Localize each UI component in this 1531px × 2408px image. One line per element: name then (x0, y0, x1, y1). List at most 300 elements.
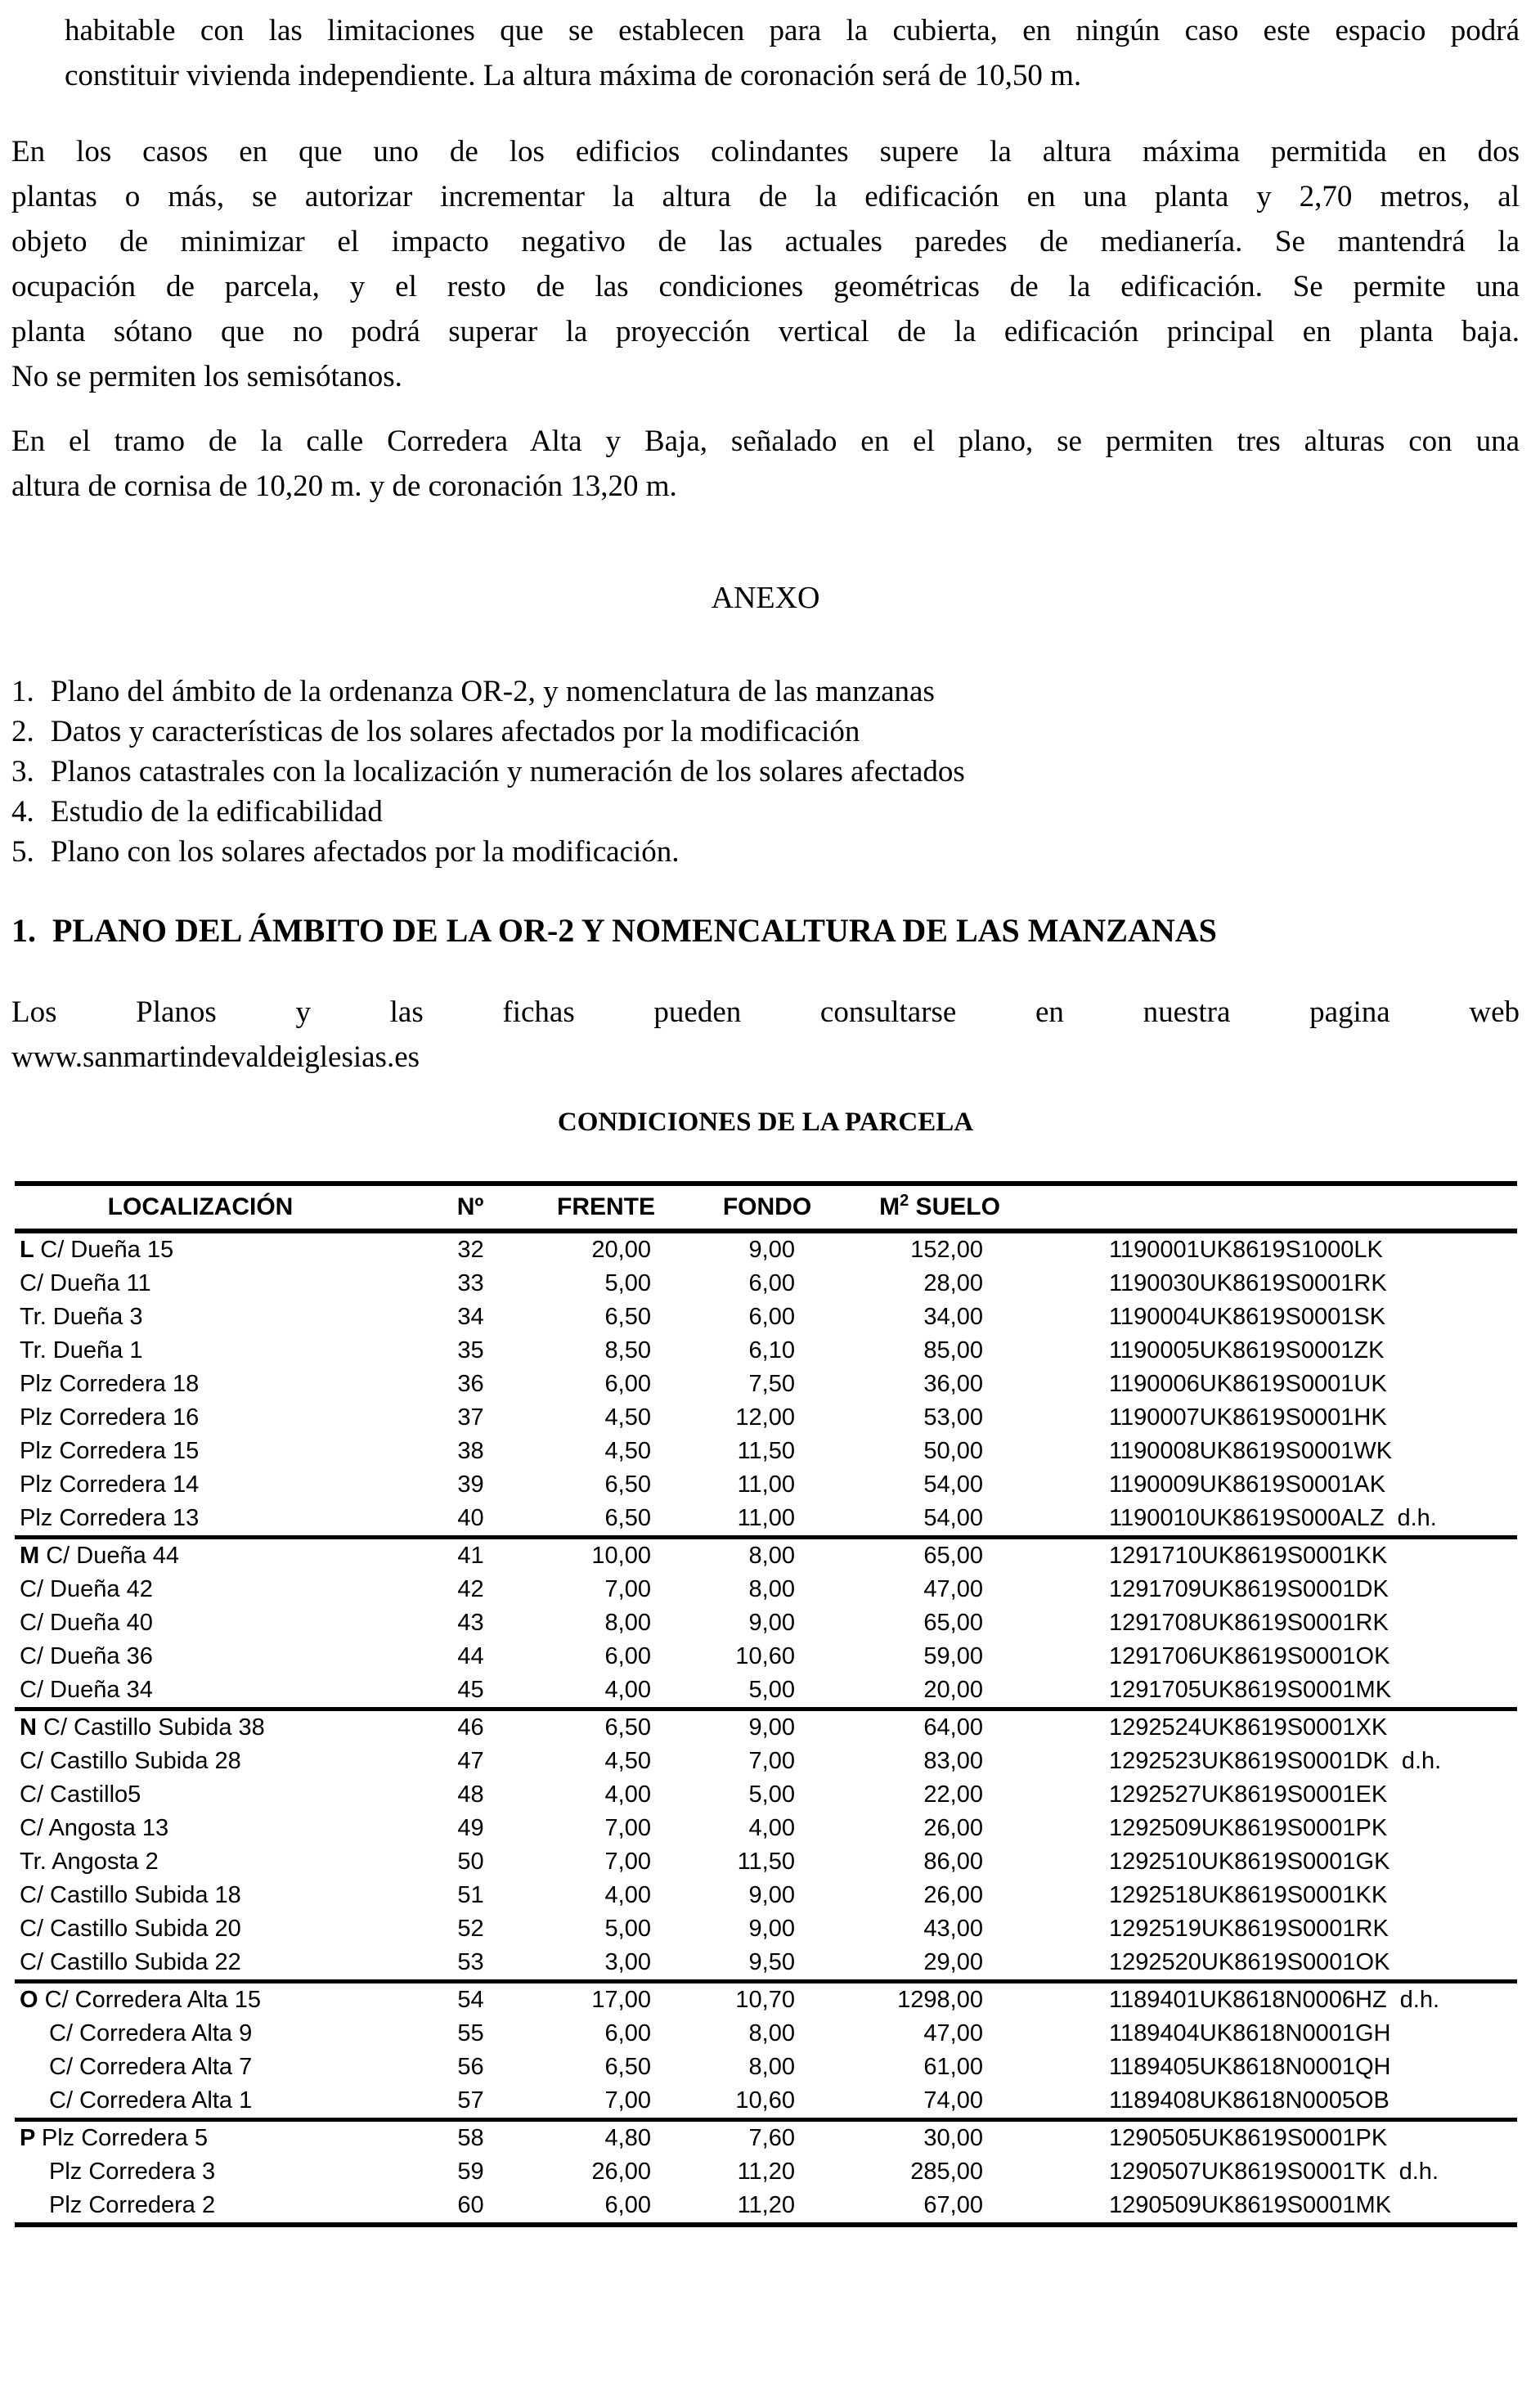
cell-numero: 38 (457, 1438, 484, 1464)
paragraph-line: constituir vivienda independiente. La altura máxima de coronación será de 10,50 m. (65, 59, 1082, 92)
cell-suelo: 22,00 (923, 1781, 983, 1808)
cell-fondo: 5,00 (748, 1677, 795, 1703)
ref-catastral: 1189404UK8618N0001GH (1109, 2020, 1391, 2046)
web-paragraph (11, 990, 1520, 1080)
cell-fondo: 8,00 (748, 1543, 795, 1569)
ref-catastral: 1190009UK8619S0001AK (1109, 1471, 1386, 1498)
cell-localizacion (15, 1781, 411, 1808)
table-section-m (15, 1535, 1517, 1707)
street-name: C/ Dueña 40 (20, 1610, 153, 1636)
cell-frente: 6,50 (604, 2054, 651, 2080)
item-text: Plano del ámbito de la ordenanza OR-2, y nomenclatura de las manzanas (51, 675, 935, 708)
header-localizacion: LOCALIZACIÓN (107, 1193, 294, 1220)
cell-fondo: 11,50 (737, 1849, 795, 1875)
street-name: Plz Corredera 5 (41, 2125, 208, 2151)
parcel-table-body (15, 1233, 1517, 2222)
section-heading (11, 908, 1520, 953)
cell-frente: 7,00 (604, 1576, 651, 1602)
cell-frente: 8,50 (604, 1337, 651, 1363)
heading-number: 1. (11, 912, 36, 949)
section-letter: L (20, 1237, 41, 1263)
cell-suelo: 54,00 (923, 1505, 983, 1531)
cell-localizacion (15, 1371, 411, 1398)
paragraph (11, 419, 1520, 509)
ref-catastral: 1290507UK8619S0001TK (1109, 2159, 1386, 2185)
cell-numero: 57 (457, 2087, 484, 2114)
cell-numero: 42 (457, 1576, 484, 1602)
item-number: 5. (11, 835, 34, 869)
cell-frente: 6,50 (604, 1505, 651, 1531)
ref-catastral: 1291709UK8619S0001DK (1109, 1576, 1389, 1602)
cell-numero: 33 (457, 1270, 484, 1296)
street-name: C/ Corredera Alta 7 (49, 2054, 253, 2080)
cell-localizacion (15, 2020, 411, 2047)
ref-catastral: 1292523UK8619S0001DK (1109, 1748, 1389, 1774)
cell-numero: 39 (457, 1471, 484, 1498)
cell-numero: 59 (457, 2159, 484, 2185)
street-name: Plz Corredera 16 (20, 1404, 200, 1431)
cell-frente: 6,00 (604, 2192, 651, 2218)
cell-fondo: 9,00 (748, 1610, 795, 1636)
cell-frente: 4,50 (604, 1404, 651, 1431)
cell-frente: 6,00 (604, 1371, 651, 1397)
cell-ref-catastral (993, 2020, 1517, 2047)
cell-frente: 7,00 (604, 1849, 651, 1875)
table-row (15, 2084, 1517, 2118)
dh-flag: d.h. (1401, 1748, 1442, 1774)
cell-fondo: 11,20 (737, 2159, 795, 2185)
cell-fondo: 7,60 (748, 2125, 795, 2151)
ref-catastral: 1291705UK8619S0001MK (1109, 1677, 1392, 1703)
table-title: CONDICIONES DE LA PARCELA (557, 1107, 974, 1137)
cell-localizacion (15, 1815, 411, 1842)
cell-localizacion (15, 1882, 411, 1909)
ref-catastral: 1190007UK8619S0001HK (1109, 1404, 1387, 1431)
cell-fondo: 8,00 (748, 1576, 795, 1602)
cell-localizacion (15, 1404, 411, 1431)
header-frente: FRENTE (557, 1193, 655, 1220)
section-letter: N (20, 1714, 43, 1741)
cell-frente: 3,00 (604, 1949, 651, 1975)
cell-numero: 53 (457, 1949, 484, 1975)
cell-localizacion (15, 2125, 411, 2152)
cell-numero: 48 (457, 1781, 484, 1808)
paragraph-line: planta sótano que no podrá superar la proyección vertical de la edificación principal en planta baja. (11, 315, 1520, 348)
cell-suelo: 26,00 (923, 1882, 983, 1908)
cell-localizacion (15, 2159, 411, 2186)
cell-suelo: 59,00 (923, 1643, 983, 1669)
cell-ref-catastral (993, 2159, 1517, 2186)
cell-fondo: 6,00 (748, 1270, 795, 1296)
cell-fondo: 7,50 (748, 1371, 795, 1397)
street-name: Tr. Angosta 2 (20, 1849, 159, 1875)
cell-localizacion (15, 1643, 411, 1670)
cell-numero: 49 (457, 1815, 484, 1841)
cell-fondo: 8,00 (748, 2020, 795, 2046)
cell-ref-catastral (993, 1849, 1517, 1876)
table-row (15, 2189, 1517, 2222)
cell-suelo: 1298,00 (897, 1987, 983, 2013)
ref-catastral: 1291706UK8619S0001OK (1109, 1643, 1390, 1669)
ref-catastral: 1291710UK8619S0001KK (1109, 1543, 1388, 1569)
cell-numero: 46 (457, 1714, 484, 1741)
cell-suelo: 86,00 (923, 1849, 983, 1875)
cell-suelo: 152,00 (910, 1237, 983, 1263)
cell-frente: 5,00 (604, 1270, 651, 1296)
cell-suelo: 50,00 (923, 1438, 983, 1464)
cell-suelo: 47,00 (923, 1576, 983, 1602)
table-row (15, 1435, 1517, 1468)
ref-catastral: 1290505UK8619S0001PK (1109, 2125, 1388, 2151)
cell-fondo: 11,20 (737, 2192, 795, 2218)
street-name: Plz Corredera 14 (20, 1471, 200, 1498)
table-row (15, 1502, 1517, 1535)
table-row (15, 2017, 1517, 2051)
cell-frente: 6,50 (604, 1304, 651, 1330)
table-row (15, 1606, 1517, 1640)
cell-frente: 8,00 (604, 1610, 651, 1636)
street-name: Plz Corredera 15 (20, 1438, 200, 1464)
cell-localizacion (15, 1576, 411, 1603)
cell-numero: 52 (457, 1916, 484, 1942)
cell-ref-catastral (993, 2192, 1517, 2219)
cell-ref-catastral (993, 1748, 1517, 1775)
item-number: 1. (11, 675, 34, 708)
table-row (15, 1334, 1517, 1368)
cell-frente: 4,50 (604, 1438, 651, 1464)
cell-localizacion (15, 1304, 411, 1331)
table-row (15, 1233, 1517, 1267)
table-row (15, 1912, 1517, 1946)
cell-localizacion (15, 1438, 411, 1465)
cell-localizacion (15, 1748, 411, 1775)
cell-ref-catastral (993, 1781, 1517, 1808)
street-name: C/ Dueña 36 (20, 1643, 153, 1669)
cell-ref-catastral (993, 2087, 1517, 2114)
cell-suelo: 43,00 (923, 1916, 983, 1942)
cell-ref-catastral (993, 1949, 1517, 1976)
street-name: C/ Castillo Subida 22 (20, 1949, 241, 1975)
section-letter: P (20, 2125, 42, 2151)
cell-frente: 4,00 (604, 1677, 651, 1703)
cell-localizacion (15, 2054, 411, 2081)
cell-ref-catastral (993, 1371, 1517, 1398)
cell-numero: 58 (457, 2125, 484, 2151)
paragraph-line: altura de cornisa de 10,20 m. y de coronación 13,20 m. (11, 469, 677, 503)
cell-ref-catastral (993, 1505, 1517, 1532)
cell-suelo: 30,00 (923, 2125, 983, 2151)
table-row (15, 1640, 1517, 1673)
cell-ref-catastral (993, 1337, 1517, 1364)
cell-numero: 50 (457, 1849, 484, 1875)
dh-flag: d.h. (1397, 1505, 1437, 1531)
street-name: Plz Corredera 3 (49, 2159, 216, 2185)
street-name: Plz Corredera 18 (20, 1371, 200, 1397)
cell-ref-catastral (993, 1304, 1517, 1331)
ref-catastral: 1190004UK8619S0001SK (1109, 1304, 1386, 1330)
ref-catastral: 1292510UK8619S0001GK (1109, 1849, 1390, 1875)
cell-frente: 5,00 (604, 1916, 651, 1942)
cell-numero: 45 (457, 1677, 484, 1703)
table-row (15, 1946, 1517, 1979)
ref-catastral: 1190006UK8619S0001UK (1109, 1371, 1387, 1397)
cell-frente: 20,00 (591, 1237, 651, 1263)
cell-fondo: 4,00 (748, 1815, 795, 1841)
anexo-list (11, 672, 1520, 872)
ref-catastral: 1292520UK8619S0001OK (1109, 1949, 1390, 1975)
cell-numero: 35 (457, 1337, 484, 1363)
ref-catastral: 1190001UK8619S1000LK (1109, 1237, 1383, 1263)
street-name: C/ Angosta 13 (20, 1815, 169, 1841)
cell-numero: 40 (457, 1505, 484, 1531)
cell-frente: 6,00 (604, 1643, 651, 1669)
cell-suelo: 61,00 (923, 2054, 983, 2080)
cell-frente: 6,00 (604, 2020, 651, 2046)
anexo-title: ANEXO (711, 581, 820, 615)
paragraph-line: En el tramo de la calle Corredera Alta y Baja, señalado en el plano, se permiten tres alturas con una (11, 425, 1520, 458)
cell-frente: 4,00 (604, 1781, 651, 1808)
cell-fondo: 12,00 (735, 1404, 795, 1431)
cell-suelo: 26,00 (923, 1815, 983, 1841)
cell-numero: 44 (457, 1643, 484, 1669)
list-item (11, 832, 1520, 872)
cell-frente: 4,50 (604, 1748, 651, 1774)
cell-ref-catastral (993, 1270, 1517, 1297)
item-text: Planos catastrales con la localización y numeración de los solares afectados (51, 755, 965, 788)
paragraph (65, 8, 1520, 98)
street-name: C/ Dueña 42 (20, 1576, 153, 1602)
cell-fondo: 8,00 (748, 2054, 795, 2080)
street-name: C/ Castillo Subida 18 (20, 1882, 241, 1908)
cell-suelo: 54,00 (923, 1471, 983, 1498)
table-header-row (15, 1186, 1517, 1233)
list-item (11, 752, 1520, 792)
cell-suelo: 74,00 (923, 2087, 983, 2114)
item-text: Plano con los solares afectados por la modificación. (51, 835, 680, 869)
cell-suelo: 65,00 (923, 1543, 983, 1569)
table-row (15, 2051, 1517, 2084)
cell-frente: 6,50 (604, 1714, 651, 1741)
street-name: C/ Dueña 44 (46, 1543, 180, 1569)
cell-frente: 26,00 (591, 2159, 651, 2185)
paragraph (11, 129, 1520, 399)
cell-frente: 4,00 (604, 1882, 651, 1908)
cell-localizacion (15, 1505, 411, 1532)
ref-catastral: 1291708UK8619S0001RK (1109, 1610, 1389, 1636)
table-section-p (15, 2118, 1517, 2222)
table-row (15, 1401, 1517, 1435)
cell-suelo: 64,00 (923, 1714, 983, 1741)
table-row (15, 1573, 1517, 1606)
paragraph-line: plantas o más, se autorizar incrementar la altura de la edificación en una planta y 2,70 metros, al (11, 180, 1520, 213)
cell-ref-catastral (993, 2054, 1517, 2081)
cell-localizacion (15, 2087, 411, 2114)
list-item (11, 712, 1520, 752)
cell-numero: 32 (457, 1237, 484, 1263)
table-section-l (15, 1233, 1517, 1535)
paragraph-line: habitable con las limitaciones que se establecen para la cubierta, en ningún caso este espacio podrá (65, 14, 1520, 47)
paragraph-line: objeto de minimizar el impacto negativo de las actuales paredes de medianería. Se mantendrá la (11, 225, 1520, 258)
cell-ref-catastral (993, 2125, 1517, 2152)
street-name: C/ Corredera Alta 1 (49, 2087, 253, 2114)
street-name: C/ Castillo5 (20, 1781, 141, 1808)
table-row (15, 1301, 1517, 1334)
web-sentence: Los Planos y las fichas pueden consultarse en nuestra pagina web (11, 995, 1520, 1029)
ref-catastral: 1190005UK8619S0001ZK (1109, 1337, 1385, 1363)
cell-ref-catastral (993, 1576, 1517, 1603)
cell-localizacion (15, 1471, 411, 1498)
item-number: 3. (11, 755, 34, 788)
paragraph-line: ocupación de parcela, y el resto de las condiciones geométricas de la edificación. Se permite una (11, 270, 1520, 303)
table-row (15, 1368, 1517, 1401)
ref-catastral: 1292519UK8619S0001RK (1109, 1916, 1389, 1942)
section-letter: M (20, 1543, 47, 1569)
item-number: 4. (11, 795, 34, 829)
cell-localizacion (15, 1987, 411, 2014)
ref-catastral: 1292527UK8619S0001EK (1109, 1781, 1388, 1808)
cell-ref-catastral (993, 1404, 1517, 1431)
cell-frente: 4,80 (604, 2125, 651, 2151)
ref-catastral: 1292524UK8619S0001XK (1109, 1714, 1388, 1741)
cell-fondo: 11,00 (737, 1505, 795, 1531)
table-row (15, 2155, 1517, 2189)
cell-localizacion (15, 1916, 411, 1943)
cell-fondo: 6,10 (748, 1337, 795, 1363)
table-row (15, 1267, 1517, 1301)
cell-ref-catastral (993, 1916, 1517, 1943)
cell-localizacion (15, 1677, 411, 1704)
item-number: 2. (11, 715, 34, 748)
body-paragraphs (11, 8, 1520, 509)
cell-ref-catastral (993, 1543, 1517, 1570)
table-row (15, 2122, 1517, 2155)
ref-catastral: 1190030UK8619S0001RK (1109, 1270, 1387, 1296)
cell-suelo: 20,00 (923, 1677, 983, 1703)
dh-flag: d.h. (1399, 2159, 1439, 2185)
cell-fondo: 11,50 (737, 1438, 795, 1464)
cell-fondo: 5,00 (748, 1781, 795, 1808)
cell-suelo: 29,00 (923, 1949, 983, 1975)
cell-ref-catastral (993, 1237, 1517, 1264)
cell-suelo: 34,00 (923, 1304, 983, 1330)
street-name: C/ Corredera Alta 15 (44, 1987, 261, 2013)
cell-frente: 17,00 (591, 1987, 651, 2013)
cell-numero: 55 (457, 2020, 484, 2046)
cell-fondo: 9,50 (748, 1949, 795, 1975)
cell-localizacion (15, 1237, 411, 1264)
cell-numero: 60 (457, 2192, 484, 2218)
table-row (15, 1778, 1517, 1812)
cell-numero: 41 (457, 1543, 484, 1569)
ref-catastral: 1189401UK8618N0006HZ (1109, 1987, 1387, 2013)
cell-suelo: 53,00 (923, 1404, 983, 1431)
cell-suelo: 83,00 (923, 1748, 983, 1774)
list-item (11, 672, 1520, 712)
cell-fondo: 9,00 (748, 1237, 795, 1263)
ref-catastral: 1189408UK8618N0005OB (1109, 2087, 1390, 2114)
table-row (15, 1983, 1517, 2017)
street-name: C/ Castillo Subida 20 (20, 1916, 241, 1942)
street-name: Tr. Dueña 3 (20, 1304, 143, 1330)
table-row (15, 1711, 1517, 1745)
cell-fondo: 10,70 (735, 1987, 795, 2013)
cell-ref-catastral (993, 1643, 1517, 1670)
header-m2-suelo: $M^2$ SUELO (879, 1192, 1000, 1220)
cell-localizacion (15, 1610, 411, 1637)
cell-fondo: 10,60 (735, 1643, 795, 1669)
paragraph-line: No se permiten los semisótanos. (11, 360, 402, 393)
table-row (15, 1673, 1517, 1707)
cell-frente: 6,50 (604, 1471, 651, 1498)
cell-ref-catastral (993, 1714, 1517, 1741)
cell-ref-catastral (993, 1438, 1517, 1465)
table-row (15, 1879, 1517, 1912)
street-name: Plz Corredera 13 (20, 1505, 200, 1531)
street-name: Tr. Dueña 1 (20, 1337, 143, 1363)
cell-suelo: 36,00 (923, 1371, 983, 1397)
ref-catastral: 1190010UK8619S000ALZ (1109, 1505, 1385, 1531)
cell-ref-catastral (993, 1610, 1517, 1637)
ref-catastral: 1292518UK8619S0001KK (1109, 1882, 1388, 1908)
cell-frente: 7,00 (604, 1815, 651, 1841)
street-name: C/ Dueña 11 (20, 1270, 151, 1296)
website-url: www.sanmartindevaldeiglesias.es (11, 1040, 420, 1074)
header-numero: Nº (456, 1193, 484, 1220)
cell-numero: 51 (457, 1882, 484, 1908)
cell-numero: 34 (457, 1304, 484, 1330)
cell-numero: 47 (457, 1748, 484, 1774)
cell-fondo: 9,00 (748, 1714, 795, 1741)
dh-flag: d.h. (1399, 1987, 1440, 2013)
table-row (15, 1812, 1517, 1845)
street-name: C/ Corredera Alta 9 (49, 2020, 253, 2046)
cell-suelo: 28,00 (923, 1270, 983, 1296)
street-name: C/ Dueña 34 (20, 1677, 153, 1703)
table-row (15, 1468, 1517, 1502)
cell-ref-catastral (993, 1471, 1517, 1498)
ref-catastral: 1290509UK8619S0001MK (1109, 2192, 1392, 2218)
ref-catastral: 1292509UK8619S0001PK (1109, 1815, 1388, 1841)
street-name: C/ Dueña 15 (40, 1237, 174, 1263)
table-row (15, 1745, 1517, 1778)
cell-numero: 43 (457, 1610, 484, 1636)
cell-localizacion (15, 1337, 411, 1364)
ref-catastral: 1190008UK8619S0001WK (1109, 1438, 1393, 1464)
list-item (11, 792, 1520, 832)
cell-fondo: 11,00 (737, 1471, 795, 1498)
street-name: Plz Corredera 2 (49, 2192, 216, 2218)
cell-localizacion (15, 1270, 411, 1297)
cell-fondo: 9,00 (748, 1882, 795, 1908)
cell-numero: 54 (457, 1987, 484, 2013)
cell-frente: 10,00 (591, 1543, 651, 1569)
parcel-table (15, 1181, 1517, 2227)
heading-text: PLANO DEL ÁMBITO DE LA OR-2 Y NOMENCALTURA DE LAS MANZANAS (52, 912, 1217, 949)
cell-localizacion (15, 1714, 411, 1741)
table-section-o (15, 1979, 1517, 2118)
cell-suelo: 47,00 (923, 2020, 983, 2046)
cell-numero: 56 (457, 2054, 484, 2080)
cell-localizacion (15, 1849, 411, 1876)
cell-frente: 7,00 (604, 2087, 651, 2114)
cell-suelo: 67,00 (923, 2192, 983, 2218)
table-row (15, 1845, 1517, 1879)
cell-localizacion (15, 1543, 411, 1570)
cell-localizacion (15, 2192, 411, 2219)
section-letter: O (20, 1987, 45, 2013)
cell-fondo: 6,00 (748, 1304, 795, 1330)
cell-ref-catastral (993, 1677, 1517, 1704)
